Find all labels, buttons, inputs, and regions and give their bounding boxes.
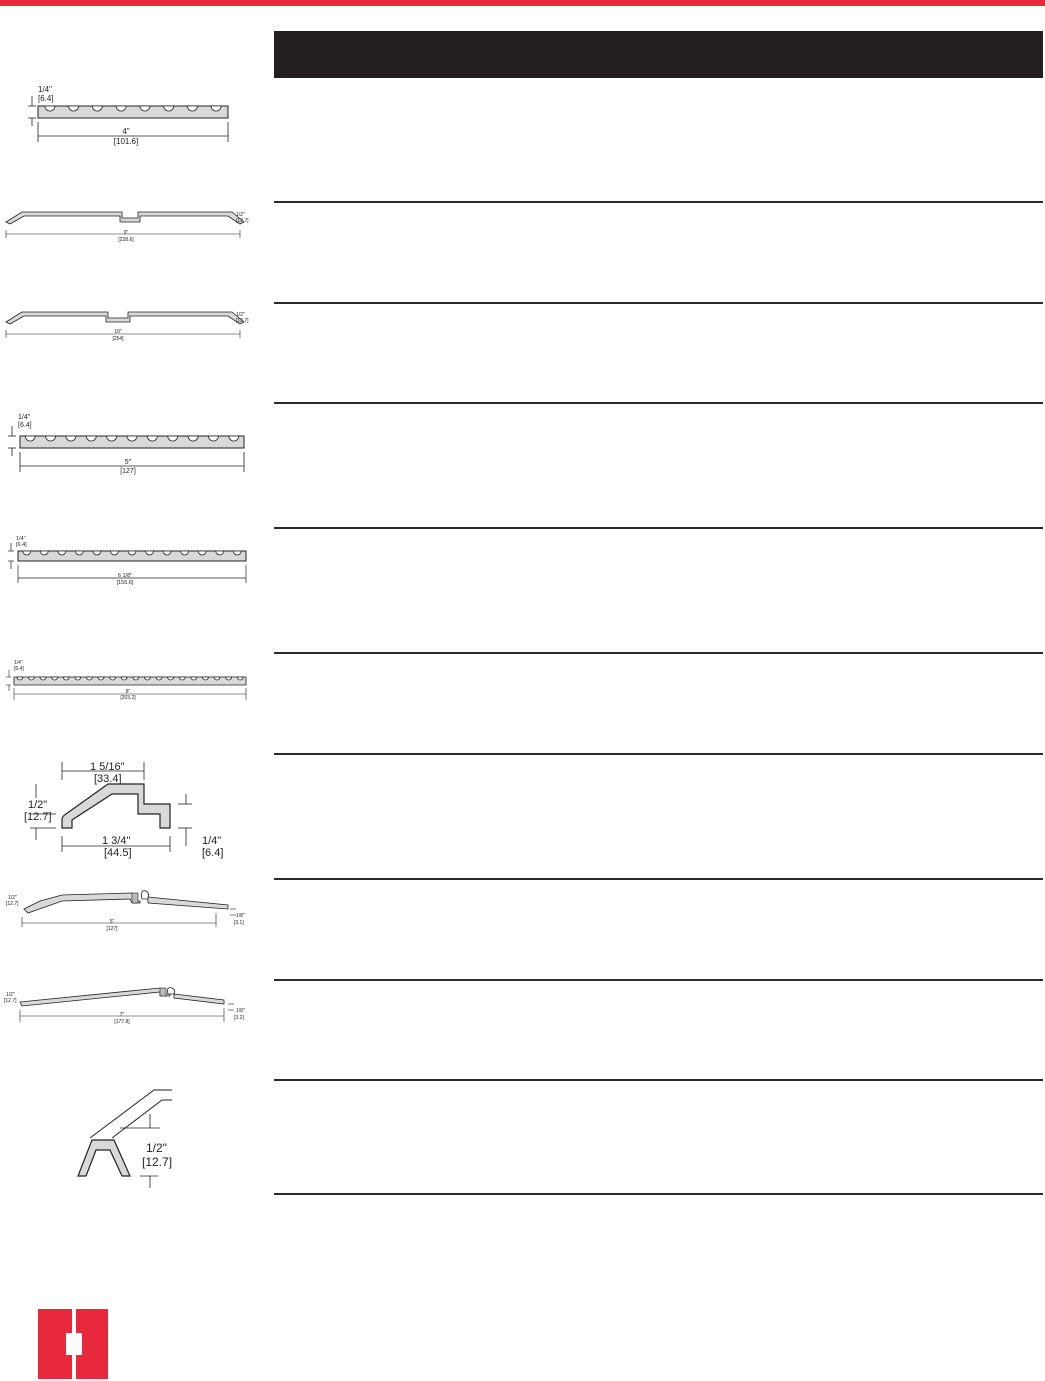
profile-drawing-4in bbox=[0, 80, 260, 160]
drop-mm-label: [3.2] bbox=[234, 1015, 244, 1021]
width-mm-label: [127] bbox=[106, 926, 118, 932]
height-mm-label: [12.7] bbox=[6, 901, 19, 907]
width-inch-label: 4" bbox=[122, 127, 130, 136]
row-divider bbox=[274, 201, 1043, 203]
width-mm-label: [101.6] bbox=[113, 137, 139, 146]
row-divider bbox=[274, 1193, 1043, 1195]
height-mm-label: [6.4] bbox=[16, 542, 27, 548]
width-inch-label: 5" bbox=[109, 919, 115, 925]
width-mm-label: [228.6] bbox=[118, 237, 134, 243]
flute-notch bbox=[202, 677, 208, 680]
height-inch-label: 1/4" bbox=[16, 536, 26, 542]
step-height-inch-label: 1/4" bbox=[202, 835, 222, 847]
row-divider bbox=[274, 753, 1043, 755]
profile-drawing-stepped bbox=[0, 758, 260, 868]
width-mm-label: [177.8] bbox=[114, 1019, 130, 1025]
height-mm-label: [12.7] bbox=[236, 218, 249, 224]
flute-notch bbox=[168, 677, 174, 680]
flute-notch bbox=[17, 677, 23, 680]
width-mm-label: [155.6] bbox=[116, 580, 134, 586]
flute-notch bbox=[110, 677, 116, 680]
flute-notch bbox=[52, 677, 58, 680]
width-inch-label: 10" bbox=[114, 329, 122, 335]
row-divider bbox=[274, 1079, 1043, 1081]
width-inch-label: 5" bbox=[124, 459, 132, 466]
height-mm-label: [6.4] bbox=[38, 94, 54, 103]
flute-notch bbox=[28, 677, 34, 680]
profile-drawing-10in bbox=[0, 300, 260, 350]
width-inch-label: 9" bbox=[123, 230, 129, 236]
flute-notch bbox=[156, 677, 162, 680]
profile-drawing-9in bbox=[0, 200, 260, 250]
height-mm-label: [6.4] bbox=[14, 666, 24, 672]
table-header-band bbox=[274, 31, 1043, 78]
logo-left-half bbox=[38, 1309, 72, 1379]
width-mm-label: [254] bbox=[112, 336, 124, 342]
height-mm-label: [6.4] bbox=[18, 422, 32, 429]
height-inch-label: 1/4" bbox=[38, 85, 52, 94]
flute-notch bbox=[98, 677, 104, 680]
drop-mm-label: [3.1] bbox=[234, 920, 244, 926]
top-width-inch-label: 1 5/16" bbox=[90, 761, 125, 773]
top-accent-bar bbox=[0, 0, 1045, 6]
height-mm-label: [12.7] bbox=[24, 811, 52, 823]
height-mm-label: [12.7] bbox=[236, 318, 249, 324]
profile-drawing-7in-seal bbox=[0, 982, 260, 1032]
height-inch-label: 1/2" bbox=[6, 992, 15, 998]
height-inch-label: 1/4" bbox=[18, 414, 31, 421]
flute-notch bbox=[237, 677, 243, 680]
row-divider bbox=[274, 402, 1043, 404]
top-width-mm-label: [33.4] bbox=[94, 773, 122, 785]
width-inch-label: 7" bbox=[119, 1012, 125, 1018]
height-inch-label: 1/2" bbox=[28, 799, 48, 811]
profile-drawing-8in bbox=[0, 656, 260, 706]
row-divider bbox=[274, 527, 1043, 529]
flute-notch bbox=[63, 677, 69, 680]
profile-drawing-5in bbox=[0, 408, 260, 478]
split-block-logo-icon bbox=[38, 1309, 108, 1379]
width-inch-label: 8" bbox=[125, 689, 131, 695]
drop-inch-label: 1/8" bbox=[236, 1008, 245, 1014]
flute-notch bbox=[144, 677, 150, 680]
logo-right-half bbox=[76, 1309, 108, 1379]
height-inch-label: 1/2" bbox=[236, 212, 245, 218]
row-divider bbox=[274, 302, 1043, 304]
height-inch-label: 1/2" bbox=[146, 1141, 167, 1155]
width-mm-label: [203.2] bbox=[120, 695, 136, 701]
base-width-inch-label: 1 3/4" bbox=[102, 835, 131, 847]
flute-notch bbox=[75, 677, 81, 680]
flute-notch bbox=[179, 677, 185, 680]
height-inch-label: 1/4" bbox=[14, 660, 23, 666]
height-mm-label: [12.7] bbox=[4, 998, 17, 1004]
base-width-mm-label: [44.5] bbox=[104, 847, 132, 859]
height-inch-label: 1/2" bbox=[236, 312, 245, 318]
width-inch-label: 6 1/8" bbox=[117, 573, 133, 579]
row-divider bbox=[274, 979, 1043, 981]
flute-notch bbox=[86, 677, 92, 680]
flute-notch bbox=[133, 677, 139, 680]
flute-notch bbox=[226, 677, 232, 680]
flute-notch bbox=[40, 677, 46, 680]
width-mm-label: [127] bbox=[120, 468, 136, 475]
drop-inch-label: 1/8" bbox=[236, 913, 245, 919]
height-mm-label: [12.7] bbox=[142, 1155, 173, 1169]
profile-drawing-5in-seal bbox=[0, 883, 260, 943]
profile-drawing-channel bbox=[0, 1084, 260, 1194]
flute-notch bbox=[121, 677, 127, 680]
profile-drawing-6-1-8in bbox=[0, 533, 260, 593]
flute-notch bbox=[214, 677, 220, 680]
row-divider bbox=[274, 652, 1043, 654]
flute-notch bbox=[191, 677, 197, 680]
row-divider bbox=[274, 878, 1043, 880]
step-height-mm-label: [6.4] bbox=[202, 847, 224, 859]
height-inch-label: 1/2" bbox=[8, 895, 17, 901]
